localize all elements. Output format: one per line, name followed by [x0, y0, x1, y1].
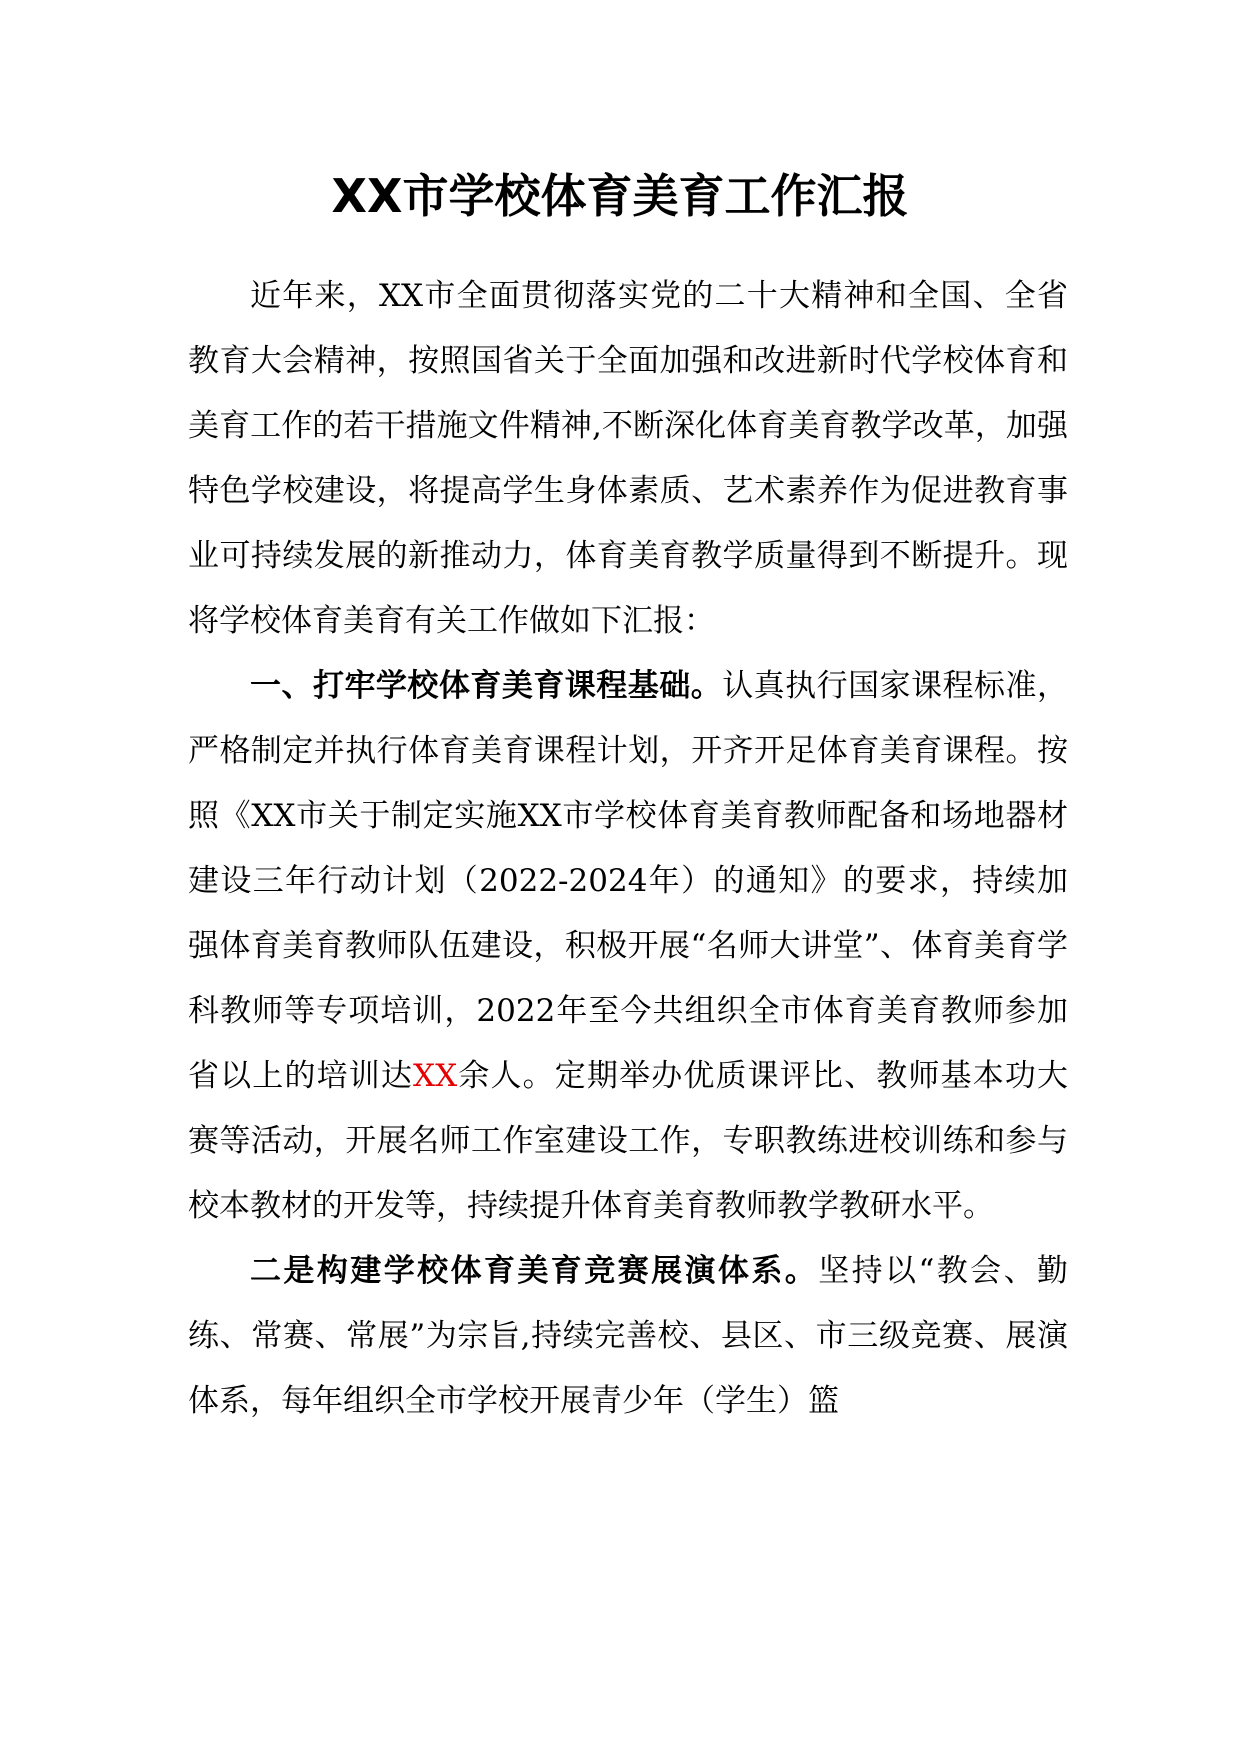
document-body [188, 264, 1068, 1434]
document-title: XX市学校体育美育工作汇报 [331, 169, 909, 223]
intro-paragraph: 近年来，XX市全面贯彻落实党的二十大精神和全国、全省教育大会精神，按照国省关于全面加强和改进新时代学校体育和美育工作的若干措施文件精神,不断深化体育美育教学改革，加强特色学校建设，将提高学生身体素质、艺术素养作为促进教育事业可持续发展的新推动力，体育美育教学质量得到不断提升。现将学校体育美育有关工作做如下汇报： [188, 278, 1068, 639]
section-1-paragraph [188, 654, 1068, 1239]
section-2-heading: 二是构建学校体育美育竞赛展演体系。 [250, 1253, 819, 1289]
section-1-highlight: XX [413, 1058, 458, 1094]
section-2-paragraph [188, 1239, 1068, 1434]
section-1-text: 认真执行国家课程标准，严格制定并执行体育美育课程计划，开齐开足体育美育课程。按照《XX市关于制定实施XX市学校体育美育教师配备和场地器材建设三年行动计划（2022-2024年）的通知》的要求，持续加强体育美育教师队伍建设，积极开展“名师大讲堂”、体育美育学科教师等专项培训，2022年至今共组织全市体育美育教师参加省以上的培训达 [188, 668, 1069, 1094]
section-1-text-continued: 余人。定期举办优质课评比、教师基本功大赛等活动，开展名师工作室建设工作，专职教练进校训练和参与校本教材的开发等，持续提升体育美育教师教学教研水平。 [188, 1058, 1069, 1224]
section-1-heading: 一、打牢学校体育美育课程基础。 [250, 668, 723, 704]
section-2-text: 坚持以“教会、勤练、常赛、常展”为宗旨,持续完善校、县区、市三级竞赛、展演体系，每年组织全市学校开展青少年（学生）篮 [188, 1253, 1068, 1419]
